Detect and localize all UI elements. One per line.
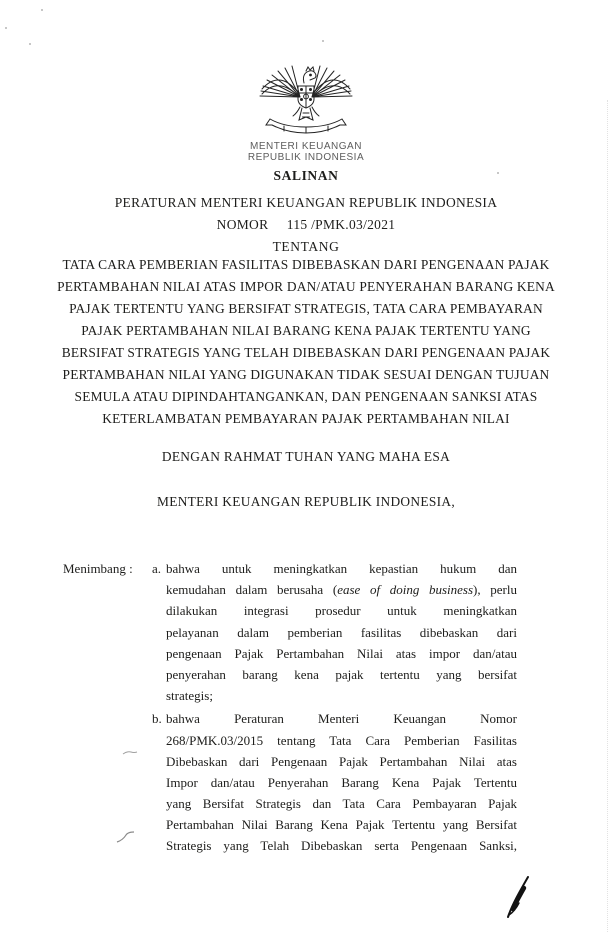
body-line: Strategis yang Telah Dibebaskan serta Pengenaan Sanksi,	[166, 838, 517, 854]
body-line: Pertambahan Nilai Barang Kena Pajak Tertentu yang Bersifat	[166, 817, 517, 833]
body-line-segment: kemudahan dalam berusaha (	[166, 582, 338, 598]
considerations-section	[63, 558, 517, 857]
letterhead-ministry-line: MENTERI KEUANGAN	[250, 141, 362, 152]
body-line: 268/PMK.03/2015 tentang Tata Cara Pemberian Fasilitas	[166, 732, 517, 748]
body-line: strategis;	[166, 688, 213, 704]
title-line: SEMULA ATAU DIPINDAHTANGANKAN, DAN PENGENAAN SANKSI ATAS	[74, 389, 538, 404]
regulation-heading: PERATURAN MENTERI KEUANGAN REPUBLIK INDONESIA	[114, 195, 498, 210]
copy-label: SALINAN	[273, 168, 339, 183]
handwritten-paraf-mark	[498, 874, 538, 920]
about-label: TENTANG	[272, 239, 340, 254]
garuda-emblem-icon	[254, 61, 358, 139]
body-line	[166, 579, 517, 600]
invocation-line: DENGAN RAHMAT TUHAN YANG MAHA ESA	[161, 449, 451, 464]
considerations-label: Menimbang :	[63, 561, 133, 576]
title-line: PERTAMBAHAN NILAI ATAS IMPOR DAN/ATAU PENYERAHAN BARANG KENA	[57, 279, 555, 294]
pencil-squiggle-mark	[116, 830, 136, 844]
item-text	[166, 558, 517, 706]
body-line: penyerahan barang kena pajak tertentu yang bersifat	[166, 666, 517, 682]
regulation-title	[0, 254, 612, 430]
pencil-dash-mark	[122, 744, 138, 752]
item-marker: b.	[152, 711, 162, 727]
item-text	[166, 708, 517, 856]
title-line: PAJAK PERTAMBAHAN NILAI BARANG KENA PAJAK TERTENTU YANG	[81, 323, 531, 338]
title-line: TATA CARA PEMBERIAN FASILITAS DIBEBASKAN DARI PENGENAAN PAJAK	[62, 257, 550, 272]
consideration-item-a	[152, 558, 517, 706]
scan-speck	[322, 40, 324, 42]
letterhead-republic-line: REPUBLIK INDONESIA	[247, 152, 365, 163]
body-line: Impor dan/atau Penyerahan Barang Kena Pajak Tertentu	[166, 774, 517, 790]
considerations-items	[152, 558, 517, 857]
title-line: PAJAK TERTENTU YANG BERSIFAT STRATEGIS, TATA CARA PEMBAYARAN	[69, 301, 543, 316]
item-marker: a.	[152, 561, 162, 576]
body-line: yang Bersifat Strategis dan Tata Cara Pembayaran Pajak	[166, 796, 517, 812]
regulation-number: NOMOR 115 /PMK.03/2021	[216, 217, 396, 232]
italic-phrase: ease of doing business	[337, 582, 474, 598]
scan-speck	[29, 43, 31, 45]
title-line: PERTAMBAHAN NILAI YANG DIGUNAKAN TIDAK SESUAI DENGAN TUJUAN	[62, 367, 550, 382]
body-line: dilakukan integrasi prosedur untuk meningkatkan	[166, 603, 517, 619]
body-line: pelayanan dalam pemberian fasilitas dibebaskan dari	[166, 624, 517, 640]
consideration-item-b	[152, 708, 517, 856]
body-line-segment: ), perlu	[473, 582, 517, 598]
body-line: bahwa untuk meningkatkan kepastian hukum dan	[166, 561, 517, 576]
scan-speck	[5, 27, 7, 29]
authority-line: MENTERI KEUANGAN REPUBLIK INDONESIA,	[157, 494, 455, 509]
body-line: Dibebaskan dari Pengenaan Pajak Pertambahan Nilai atas	[166, 753, 517, 769]
scan-speck	[41, 9, 43, 11]
title-line: BERSIFAT STRATEGIS YANG TELAH DIBEBASKAN DARI PENGENAAN PAJAK	[61, 345, 551, 360]
letterhead	[0, 141, 612, 163]
body-line: bahwa Peraturan Menteri Keuangan Nomor	[166, 711, 517, 727]
body-line: pengenaan Pajak Pertambahan Nilai atas impor dan/atau	[166, 645, 517, 661]
title-line: KETERLAMBATAN PEMBAYARAN PAJAK PERTAMBAHAN NILAI	[102, 411, 510, 426]
